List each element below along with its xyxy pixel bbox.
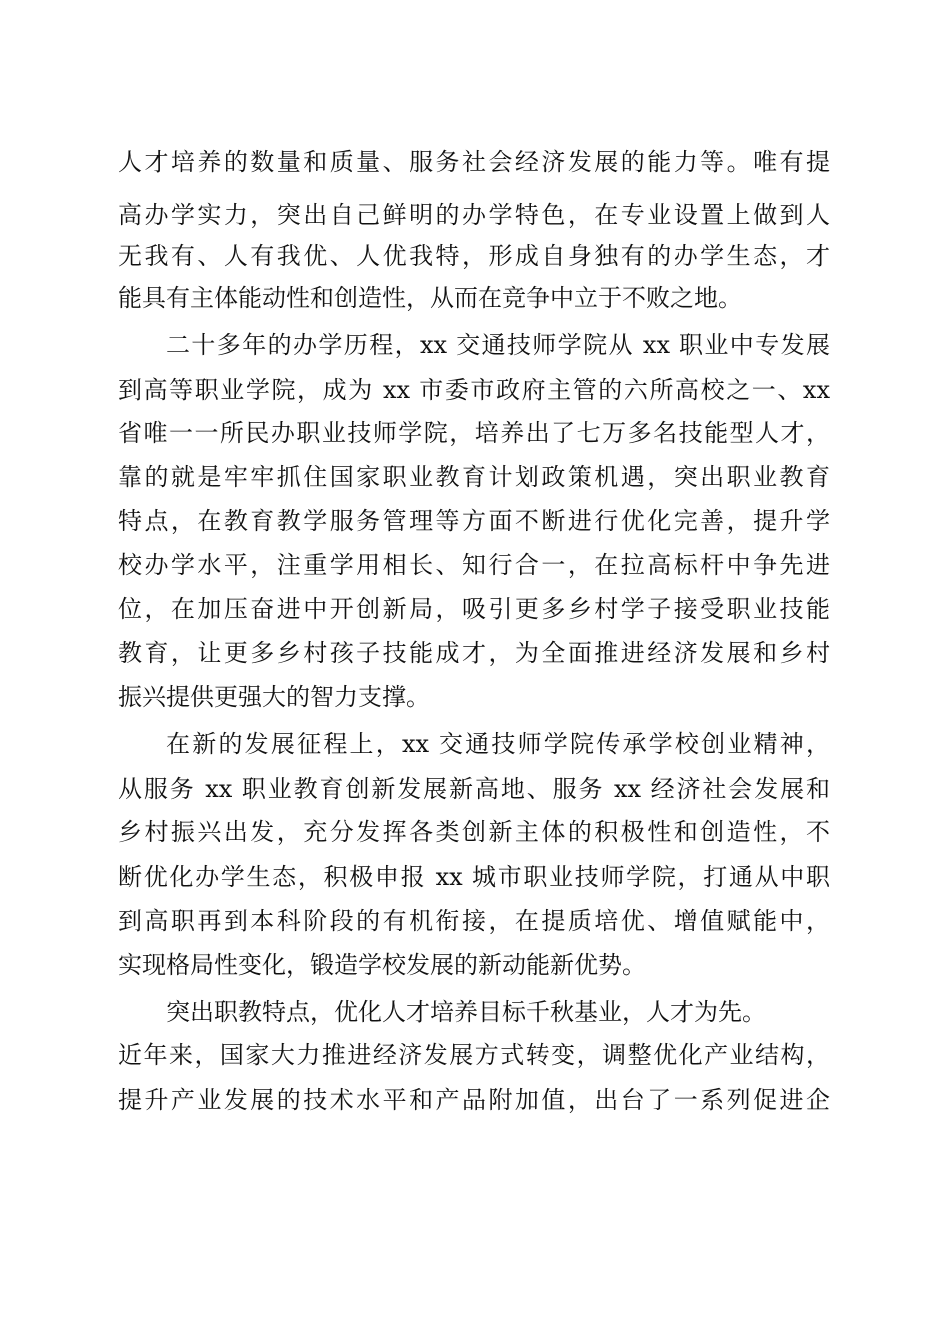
text-line: 人才培养的数量和质量、服务社会经济发展的能力等。唯有提: [118, 148, 830, 176]
text-line: 振兴提供更强大的智力支撑。: [118, 683, 430, 711]
text-line: 近年来，国家大力推进经济发展方式转变，调整优化产业结构，: [118, 1041, 830, 1069]
text-line: 位，在加压奋进中开创新局，吸引更多乡村学子接受职业技能: [118, 595, 830, 623]
text-line: 能具有主体能动性和创造性，从而在竞争中立于不败之地。: [118, 284, 742, 312]
text-line: 实现格局性变化，锻造学校发展的新动能新优势。: [118, 951, 646, 979]
text-line: 高办学实力，突出自己鲜明的办学特色，在专业设置上做到人: [118, 201, 830, 229]
text-line: 二十多年的办学历程，xx 交通技师学院从 xx 职业中专发展: [166, 331, 830, 359]
text-line: 在新的发展征程上，xx 交通技师学院传承学校创业精神，: [166, 730, 830, 758]
text-line: 省唯一一所民办职业技师学院，培养出了七万多名技能型人才，: [118, 419, 830, 447]
text-line: 校办学水平，注重学用相长、知行合一，在拉高标杆中争先进: [118, 551, 830, 579]
text-line: 教育，让更多乡村孩子技能成才，为全面推进经济发展和乡村: [118, 639, 830, 667]
text-line: 靠的就是牢牢抓住国家职业教育计划政策机遇，突出职业教育: [118, 463, 830, 491]
text-line: 无我有、人有我优、人优我特，形成自身独有的办学生态，才: [118, 242, 830, 270]
text-line: 乡村振兴出发，充分发挥各类创新主体的积极性和创造性，不: [118, 818, 830, 846]
text-line: 从服务 xx 职业教育创新发展新高地、服务 xx 经济社会发展和: [118, 775, 830, 803]
text-line: 断优化办学生态，积极申报 xx 城市职业技师学院，打通从中职: [118, 863, 830, 891]
text-line: 特点，在教育教学服务管理等方面不断进行优化完善，提升学: [118, 507, 830, 535]
text-line: 到高等职业学院，成为 xx 市委市政府主管的六所高校之一、xx: [118, 376, 830, 404]
text-line: 提升产业发展的技术水平和产品附加值，出台了一系列促进企: [118, 1086, 830, 1114]
text-line: 突出职教特点，优化人才培养目标千秋基业，人才为先。: [166, 998, 766, 1026]
text-line: 到高职再到本科阶段的有机衔接，在提质培优、增值赋能中，: [118, 907, 830, 935]
